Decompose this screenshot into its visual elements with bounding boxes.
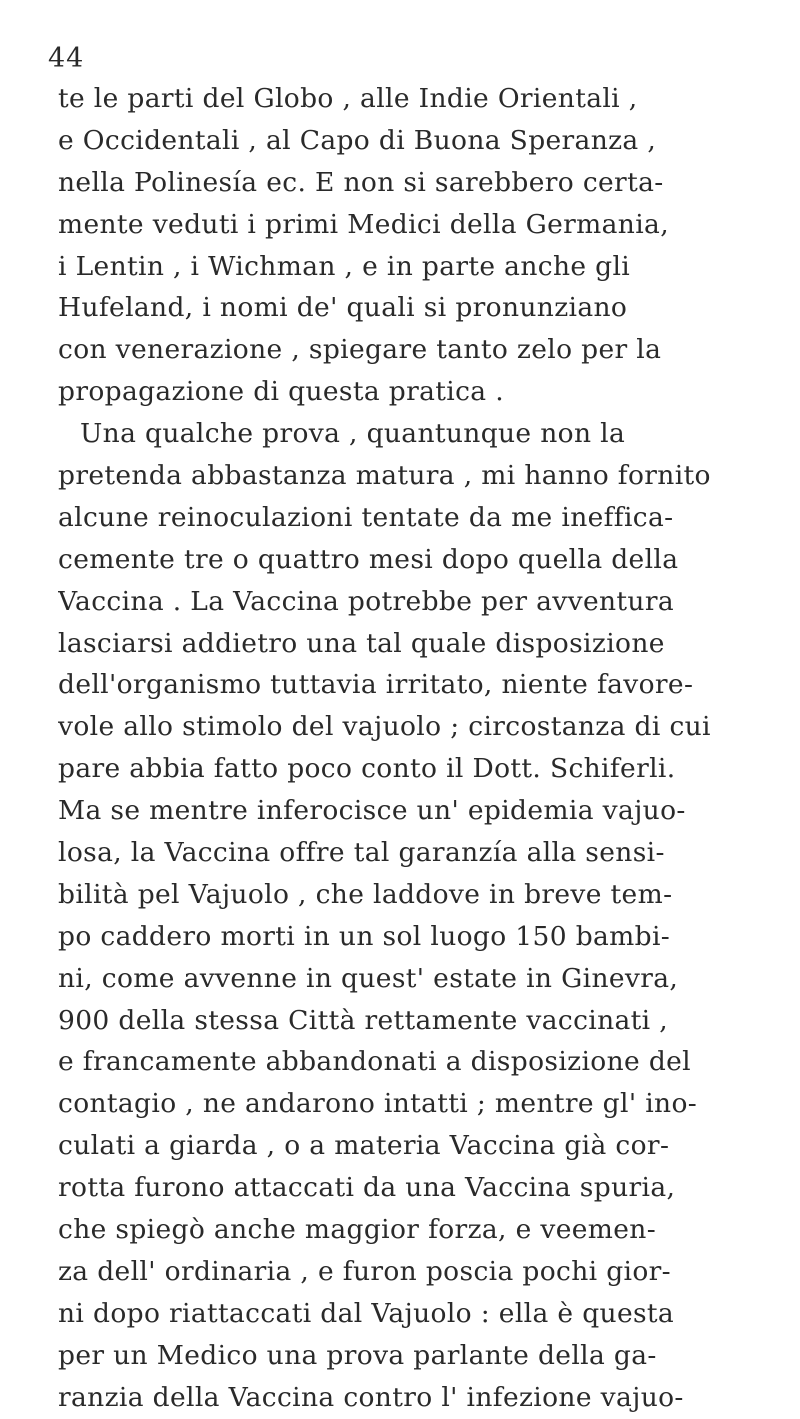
- text-line: bilità pel Vajuolo , che laddove in breve tem-: [58, 878, 673, 910]
- text-line: te le parti del Globo , alle Indie Orientali ,: [58, 83, 638, 114]
- text-line: propagazione di questa pratica .: [58, 376, 504, 408]
- text-line: contagio , ne andarono intatti ; mentre gl' ino-: [58, 1088, 698, 1120]
- text-line: za dell' ordinaria , e furon poscia pochi gior-: [58, 1255, 671, 1287]
- text-line: pretenda abbastanza matura , mi hanno fornito: [58, 460, 711, 492]
- text-line: per un Medico una prova parlante della ga-: [58, 1339, 657, 1371]
- text-line: ni dopo riattaccati dal Vajuolo : ella è questa: [58, 1297, 675, 1329]
- text-line: Hufeland, i nomi de' quali si pronunziano: [58, 292, 628, 324]
- text-line: lasciarsi addietro una tal quale disposizione: [58, 627, 665, 659]
- text-line: losa, la Vaccina offre tal garanzía alla sensi-: [58, 837, 665, 869]
- text-line: i Lentin , i Wichman , e in parte anche gli: [58, 250, 631, 282]
- text-line: e francamente abbandonati a disposizione del: [58, 1046, 691, 1078]
- text-line: pare abbia fatto poco conto il Dott. Schiferli.: [58, 753, 676, 785]
- text-line: Vaccina . La Vaccina potrebbe per avventura: [58, 585, 674, 617]
- text-line: mente veduti i primi Medici della Germania,: [58, 208, 669, 240]
- text-line: 900 della stessa Città rettamente vaccinati ,: [58, 1004, 669, 1036]
- text-line: culati a giarda , o a materia Vaccina già cor-: [58, 1130, 670, 1162]
- text-line: alcune reinoculazioni tentate da me ineffica-: [58, 501, 674, 533]
- text-line: nella Polinesía ec. E non si sarebbero certa-: [58, 166, 664, 198]
- text-line: ni, come avvenne in quest' estate in Ginevra,: [58, 962, 679, 994]
- text-line: Ma se mentre inferocisce un' epidemia vajuo-: [58, 795, 686, 827]
- text-line: po caddero morti in un sol luogo 150 bambi-: [58, 920, 671, 952]
- text-line: con venerazione , spiegare tanto zelo per la: [58, 334, 662, 366]
- paragraph-start-line: Una qualche prova , quantunque non la: [80, 418, 626, 450]
- body-text: [58, 78, 780, 1419]
- text-line: dell'organismo tuttavia irritato, niente favore-: [58, 669, 694, 701]
- text-line: ranzia della Vaccina contro l' infezione vajuo-: [58, 1381, 684, 1413]
- page-number: 44: [48, 43, 85, 74]
- text-line: e Occidentali , al Capo di Buona Speranza ,: [58, 124, 657, 156]
- text-line: rotta furono attaccati da una Vaccina spuria,: [58, 1172, 676, 1204]
- text-line: che spiegò anche maggior forza, e veemen-: [58, 1214, 656, 1246]
- text-line: vole allo stimolo del vajuolo ; circostanza di cui: [58, 711, 711, 743]
- text-line: cemente tre o quattro mesi dopo quella della: [58, 543, 679, 575]
